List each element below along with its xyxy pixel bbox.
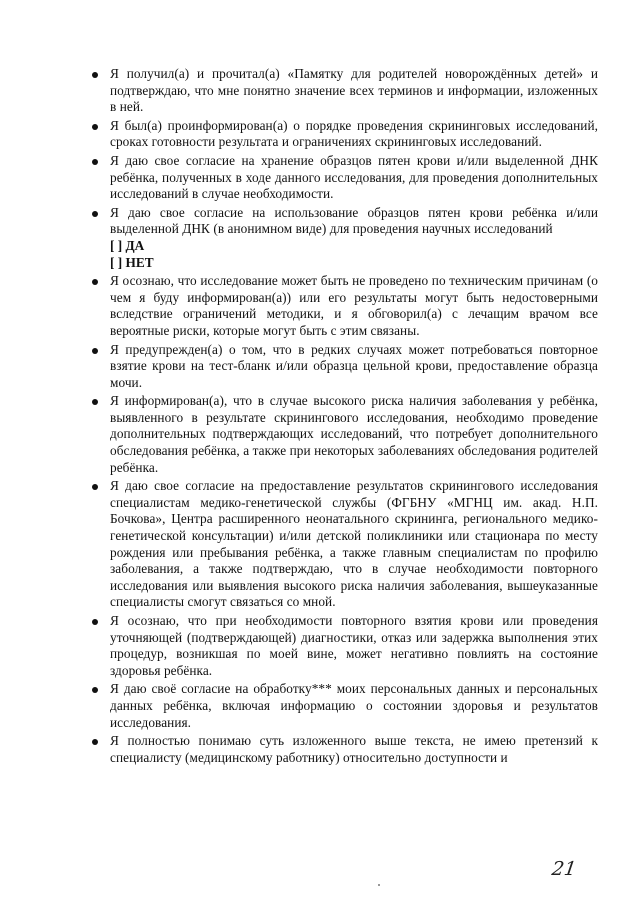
consent-option-yes[interactable]: [ ] ДА	[110, 237, 145, 253]
scan-speck	[378, 884, 380, 886]
list-item	[94, 342, 598, 392]
list-item	[94, 681, 598, 731]
statement-text: Я был(а) проинформирован(а) о порядке проведения скрининговых исследований, сроках готовности результата и ограничениях скрининговых исследований.	[110, 117, 598, 150]
statement-text: Я предупрежден(а) о том, что в редких случаях может потребоваться повторное взятие крови на тест-бланк и/или образца цельной крови, предоставление образца мочи.	[110, 341, 598, 390]
bullet-icon	[92, 619, 98, 625]
bullet-icon	[92, 279, 98, 285]
bullet-icon	[92, 484, 98, 490]
bullet-icon	[92, 211, 98, 217]
page-number: 21	[550, 858, 578, 880]
bullet-icon	[92, 348, 98, 354]
list-item	[94, 205, 598, 271]
statement-text: Я осознаю, что при необходимости повторного взятия крови или проведения уточняющей (подтверждающей) диагностики, отказ или задержка выполнения этих процедур, возникшая по моей вине, может негативно повлиять на состояние здоровья ребёнка.	[110, 613, 598, 678]
list-item	[94, 66, 598, 116]
list-item	[94, 273, 598, 339]
consent-option-no[interactable]: [ ] НЕТ	[110, 254, 154, 270]
statement-text: Я даю свое согласие на использование образцов пятен крови ребёнка и/или выделенной ДНК (в анонимном виде) для проведения научных исследований	[110, 204, 598, 237]
statement-text: Я осознаю, что исследование может быть не проведено по техническим причинам (о чем я буду информирован(а)) или его результаты могут быть недостоверными вследствие ограничений методики, и я обговорил(а) с лечащим врачом все вероятные риски, которые могут быть с этим связаны.	[110, 273, 598, 338]
bullet-icon	[92, 739, 98, 745]
bullet-icon	[92, 72, 98, 78]
statement-text: Я даю свое согласие на предоставление результатов скринингового исследования специалистам медико-генетической службы (ФГБНУ «МГНЦ им. акад. Н.П. Бочкова», Центра расширенного неонатального скрининга, регионального медико-генетической консультации) и/или детской поликлиники или стационара по месту рождения или пребывания ребёнка, а также главным специалистам по профилю заболевания, а также подтверждаю, что в случае необходимости повторного исследования или выявления высокого риска наличия заболевания, вышеуказанные специалисты смогут связаться со мной.	[110, 478, 598, 610]
statement-text: Я полностью понимаю суть изложенного выше текста, не имею претензий к специалисту (медицинскому работнику) относительно доступности и	[110, 733, 598, 765]
list-item	[94, 478, 598, 611]
statement-text: Я даю свое согласие на хранение образцов пятен крови и/или выделенной ДНК ребёнка, полученных в ходе данного исследования, для проведения дополнительных исследований в случае необходимости.	[110, 152, 598, 202]
list-item	[94, 153, 598, 203]
statement-text: Я информирован(а), что в случае высокого риска наличия заболевания у ребёнка, выявленного в результате скринингового исследования, необходимо проведение дополнительных подтверждающих исследований, что потребует дополнительного обследования ребёнка, а также при некоторых заболеваниях обследования родителей ребёнка.	[110, 393, 598, 475]
list-item	[94, 118, 598, 151]
bullet-icon	[92, 159, 98, 165]
consent-options	[110, 238, 598, 271]
consent-statements-list	[94, 66, 598, 768]
list-item	[94, 613, 598, 679]
bullet-icon	[92, 687, 98, 693]
list-item	[94, 393, 598, 476]
bullet-icon	[92, 399, 98, 405]
list-item	[94, 733, 598, 766]
bullet-icon	[92, 124, 98, 130]
statement-text: Я даю своё согласие на обработку*** моих персональных данных и персональных данных ребёнка, включая информацию о состоянии здоровья и результатов исследования.	[110, 681, 598, 730]
statement-text: Я получил(а) и прочитал(а) «Памятку для родителей новорождённых детей» и подтверждаю, что мне понятно значение всех терминов и информации, изложенных в ней.	[110, 66, 598, 115]
